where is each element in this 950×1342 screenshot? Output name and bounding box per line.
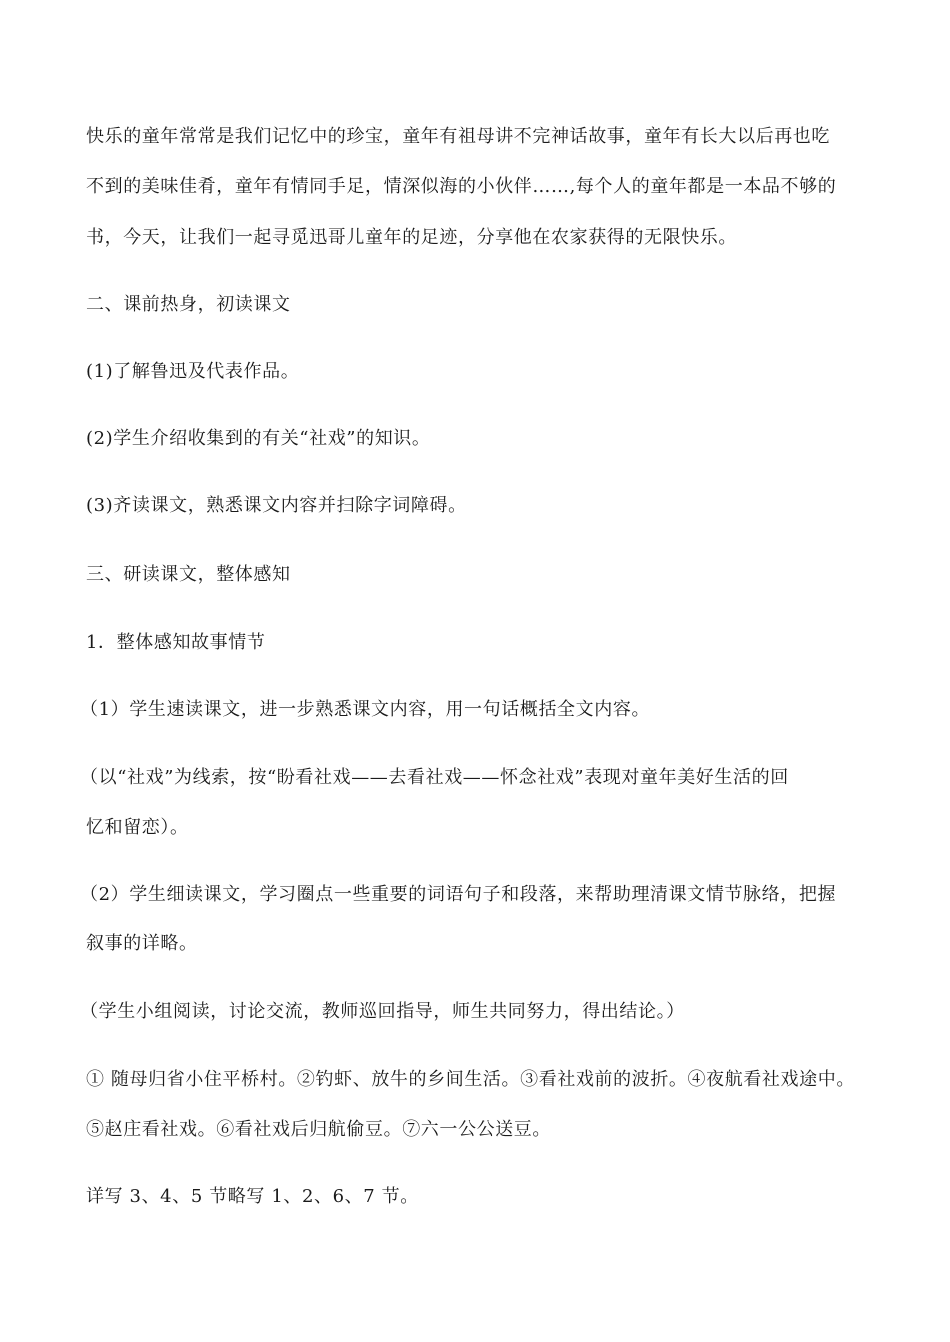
plot-outline-line-1: ① 随母归省小住平桥村。②钓虾、放牛的乡间生活。③看社戏前的波折。④夜航看社戏途中。 — [86, 1069, 855, 1090]
answer-1-line-1: （以“社戏”为线索，按“盼看社戏——去看社戏——怀念社戏”表现对童年美好生活的回 — [80, 767, 789, 788]
section-2-item-3: (3)齐读课文，熟悉课文内容并扫除字词障碍。 — [86, 495, 467, 516]
step-1-text: （1）学生速读课文，进一步熟悉课文内容，用一句话概括全文内容。 — [80, 699, 651, 720]
section-2-heading: 二、课前热身，初读课文 — [86, 294, 291, 315]
discussion-note: （学生小组阅读，讨论交流，教师巡回指导，师生共同努力，得出结论。） — [80, 1001, 685, 1022]
subsection-1-heading: 1．整体感知故事情节 — [86, 632, 266, 653]
section-2-item-1: (1)了解鲁迅及代表作品。 — [86, 361, 300, 382]
plot-outline-line-2: ⑤赵庄看社戏。⑥看社戏后归航偷豆。⑦六一公公送豆。 — [86, 1119, 551, 1140]
intro-line-3: 书，今天，让我们一起寻觅迅哥儿童年的足迹，分享他在农家获得的无限快乐。 — [86, 227, 737, 248]
answer-1-line-2: 忆和留恋）。 — [86, 817, 189, 838]
section-3-heading: 三、研读课文，整体感知 — [86, 564, 291, 585]
step-2-line-2: 叙事的详略。 — [86, 933, 198, 954]
step-2-line-1: （2）学生细读课文，学习圈点一些重要的词语句子和段落，来帮助理清课文情节脉络，把握 — [80, 884, 837, 905]
intro-line-2: 不到的美味佳肴，童年有情同手足，情深似海的小伙伴……,每个人的童年都是一本品不够的 — [86, 176, 837, 197]
intro-line-1: 快乐的童年常常是我们记忆中的珍宝，童年有祖母讲不完神话故事，童年有长大以后再也吃 — [86, 126, 830, 147]
section-2-item-2: (2)学生介绍收集到的有关“社戏”的知识。 — [86, 428, 431, 449]
detail-summary: 详写 3、4、5 节略写 1、2、6、7 节。 — [86, 1186, 419, 1207]
